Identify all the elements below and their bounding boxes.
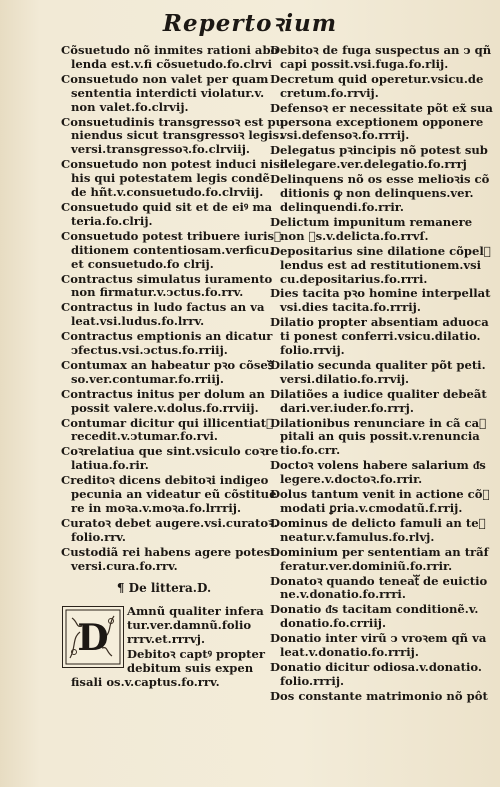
entry-line: Doctoꝛ volens habere salarium ᵭs — [270, 458, 486, 473]
index-entry — [270, 243, 491, 287]
decorated-initial — [62, 606, 124, 668]
entry-line: ditionem contentiosam.verficu. — [71, 242, 274, 257]
index-entry — [270, 143, 488, 172]
index-entry — [61, 515, 278, 545]
index-entry — [270, 661, 484, 689]
entry-line: possit valere.v.dolus.fo.rrviij. — [71, 400, 259, 415]
entry-line: Consuetudo quid sit et de eiꝰ ma — [61, 199, 273, 214]
entry-line: niendus sicut transgressoꝛ legis. — [71, 128, 284, 143]
entry-line: Creditoꝛ dicens debitoꝛi indigeo — [61, 473, 269, 488]
index-entry — [270, 688, 488, 704]
entry-line: donatio.fo.crriij. — [280, 616, 386, 631]
index-entry — [270, 100, 493, 144]
entry-line: fisali os.v.captus.fo.rrv. — [71, 674, 220, 689]
entry-line: cretum.fo.rrvij. — [280, 85, 379, 100]
entry-line: Dos constante matrimonio nõ pôt — [270, 688, 488, 703]
index-entry — [61, 301, 267, 329]
right-column — [270, 43, 493, 705]
entry-line: persona exceptionem opponere — [280, 114, 484, 129]
entry-line: re in moꝛa.v.moꝛa.fo.lrrrij. — [71, 501, 242, 515]
entry-line: Depositarius sine dilatione cõpelᷓ — [270, 243, 491, 258]
entry-line: modati ꝑria.v.cmodatũ.f.rrij. — [280, 501, 463, 515]
index-entry — [270, 603, 484, 631]
index-entry — [61, 544, 280, 574]
entry-line: Delinquens nõ os esse melioꝛis cõ — [270, 172, 490, 187]
entry-line: et consuetudo.fo clrij. — [71, 256, 214, 271]
entry-line: feratur.ver.dominiũ.fo.rrir. — [280, 558, 453, 573]
entry-line: Dilatio propter absentiam aduoca — [270, 315, 489, 330]
index-entry — [61, 444, 279, 473]
entry-line: Contractus in ludo factus an va — [61, 300, 265, 315]
entry-line: Dominium per sententiam an trãf — [270, 544, 489, 559]
entry-line: Donatio inter virũ ↄ vroꝛem qñ va — [270, 631, 487, 646]
entry-line: Decretum quid operetur.vsicu.de — [270, 71, 484, 86]
index-entry — [270, 43, 492, 72]
entry-line: de hñt.v.consuetudo.fo.clrviij. — [71, 185, 264, 200]
entry-line: ti ponest conferri.vsicu.dilatio. — [280, 329, 481, 344]
index-entry — [61, 228, 282, 272]
entry-line: latiua.fo.rir. — [71, 458, 149, 473]
entry-line: legere.v.doctoꝛ.fo.rrir. — [280, 472, 423, 487]
entry-line: Dilationibus renunciare in cã caᷓ — [270, 415, 487, 430]
entry-line: Donatio ᵭs tacitam conditionẽ.v. — [270, 602, 479, 617]
entry-line: folio.rrv. — [71, 529, 126, 544]
entry-line: Donatio dicitur odiosa.v.donatio. — [270, 659, 482, 674]
entry-line: Consuetudo non valet per quam — [61, 71, 269, 86]
entry-line: Consuetudo non potest induci nisi — [61, 157, 285, 172]
index-entry — [61, 473, 277, 516]
entry-line: non firmatur.v.ↄctus.fo.rrv. — [71, 285, 244, 300]
entry-line: Contumar dicitur qui illicentiatᷓ — [61, 415, 274, 430]
index-entry — [270, 216, 484, 244]
index-entry — [270, 73, 484, 101]
entry-line: Dies tacita pꝛo homine interpellat — [270, 286, 491, 301]
index-entry — [270, 386, 487, 416]
entry-line: Delegatus pꝛincipis nõ potest sub — [270, 143, 488, 158]
index-entry — [270, 315, 489, 358]
entry-line: Curatoꝛ debet augere.vsi.curatoꝛ. — [61, 515, 278, 530]
entry-line: versi.dilatio.fo.rrvij. — [280, 371, 410, 386]
entry-line: tur.ver.damnũ.folio — [127, 618, 252, 633]
entry-line: pitali an quis possit.v.renuncia — [280, 429, 480, 444]
left-entries — [61, 43, 285, 574]
index-entry — [270, 631, 487, 660]
index-entry — [270, 459, 484, 487]
entry-line: Dilatio secunda qualiter põt peti. — [270, 357, 486, 372]
left-column — [61, 43, 285, 691]
entry-line: Coꝛrelatiua que sint.vsiculo coꝛre — [61, 444, 279, 459]
index-entry — [61, 415, 274, 445]
entry-line: non ᷣs.v.delicta.fo.rrvſ. — [280, 228, 429, 243]
index-entry — [270, 517, 484, 545]
entry-line: Dolus tantum venit in actione cõᷓ — [270, 487, 490, 502]
index-entry — [270, 487, 490, 516]
index-entry — [270, 172, 490, 215]
index-entry — [270, 359, 484, 387]
entry-line: Debitoꝛ de fuga suspectus an ↄ qñ — [270, 43, 492, 57]
entry-line: Cõsuetudo nõ inmites rationi abo — [61, 43, 279, 57]
entry-line: Dilatiões a iudice qualiter debeãt — [270, 386, 487, 401]
entry-line: pecunia an videatur eũ cõstitue — [71, 487, 277, 502]
entry-line: ↄfectus.vsi.ↄctus.fo.rriij. — [71, 343, 228, 358]
entry-line: recedit.v.ↄtumar.fo.rvi. — [71, 429, 218, 444]
entry-line: dari.ver.iuder.fo.rrrj. — [280, 400, 414, 415]
entry-line: delinquendi.fo.rrir. — [280, 199, 404, 214]
entry-line: rrrv.et.rrrvj. — [127, 632, 205, 647]
entry-line: lenda est.v.fi cõsuetudo.fo.clrvi — [71, 56, 273, 71]
index-entry — [61, 271, 273, 301]
drop-initial-block — [61, 605, 267, 689]
index-entry — [61, 73, 267, 115]
entry-line: his qui potestatem legis condẽ — [71, 171, 270, 186]
entry-line: lendus est ad restitutionem.vsi — [280, 257, 482, 272]
entry-line: Debitoꝛ captꝰ propter — [127, 647, 265, 662]
running-head: Repertoꝛium — [162, 10, 338, 37]
entry-line: teria.fo.clrij. — [71, 213, 153, 228]
entry-line: debitum suis expen — [127, 661, 254, 676]
index-entry — [270, 573, 488, 603]
entry-line: cu.depositarius.fo.rrri. — [280, 271, 428, 286]
entry-line: ne.v.donatio.fo.rrri. — [280, 587, 406, 602]
index-entry — [61, 114, 285, 158]
right-entries — [270, 43, 493, 704]
entry-line: folio.rrvij. — [280, 343, 345, 358]
entry-line: leat.v.donatio.fo.rrrij. — [280, 645, 419, 660]
entry-line: leat.vsi.ludus.fo.lrrv. — [71, 314, 205, 329]
index-entry — [61, 329, 273, 358]
entry-line: Amnũ qualiter infera — [127, 604, 264, 619]
entry-line: so.ver.contumar.fo.rriij. — [71, 371, 224, 386]
entry-line: Consuetudinis transgressoꝛ est pu — [61, 114, 285, 129]
entry-line: Contumax an habeatur pꝛo cõsesᷓ — [61, 357, 274, 372]
index-entry — [270, 544, 489, 574]
entry-line: Donatoꝛ quando teneatᷓ de euictio — [270, 573, 488, 588]
entry-line: ditionis ꝙ non delinquens.ver. — [280, 186, 474, 201]
entry-line: Contractus emptionis an dicatur — [61, 329, 273, 344]
index-entry — [61, 357, 274, 387]
entry-line: vsi.defensoꝛ.fo.rrrij. — [280, 128, 410, 143]
decorated-initial-icon — [64, 608, 122, 666]
index-entry — [61, 199, 273, 229]
entry-line: folio.rrrij. — [280, 673, 345, 688]
entry-line: Custodiã rei habens agere potest. — [61, 544, 280, 559]
entry-line: non valet.fo.clrvij. — [71, 99, 189, 114]
entry-line: neatur.v.famulus.fo.rlvj. — [280, 529, 435, 544]
index-entry — [270, 415, 487, 459]
entry-line: capi possit.vsi.fuga.fo.rlij. — [280, 56, 449, 71]
entry-line: Dominus de delicto famuli an teᷓ — [270, 515, 486, 530]
paragraph-mark-icon: ¶ — [116, 580, 125, 595]
entry-line: tio.fo.crr. — [280, 443, 341, 458]
index-entry — [270, 286, 491, 315]
entry-line: Contractus initus per dolum an — [61, 386, 265, 401]
entry-line: Delictum impunitum remanere — [270, 214, 473, 229]
index-entry — [61, 388, 267, 416]
entry-line: Contractus simulatus iuramento — [61, 271, 273, 286]
section-heading: ¶ De littera.D. — [116, 580, 212, 595]
entry-line: versi.cura.fo.rrv. — [71, 558, 178, 573]
initial-letter: D — [77, 617, 109, 660]
entry-line: delegare.ver.delegatio.fo.rrrj — [280, 157, 467, 172]
entry-line: sententia interdicti violatur.v. — [71, 85, 265, 100]
entry-line: versi.transgressoꝛ.fo.clrviij. — [71, 142, 250, 157]
entry-line: Consuetudo potest tribuere iurisᷓ — [61, 228, 282, 243]
entry-line: vsi.dies tacita.fo.rrrij. — [280, 300, 421, 315]
index-entry — [61, 157, 285, 200]
index-entry — [61, 43, 279, 72]
entry-line: Defensoꝛ er necessitate põt ex̃ sua — [270, 100, 493, 115]
